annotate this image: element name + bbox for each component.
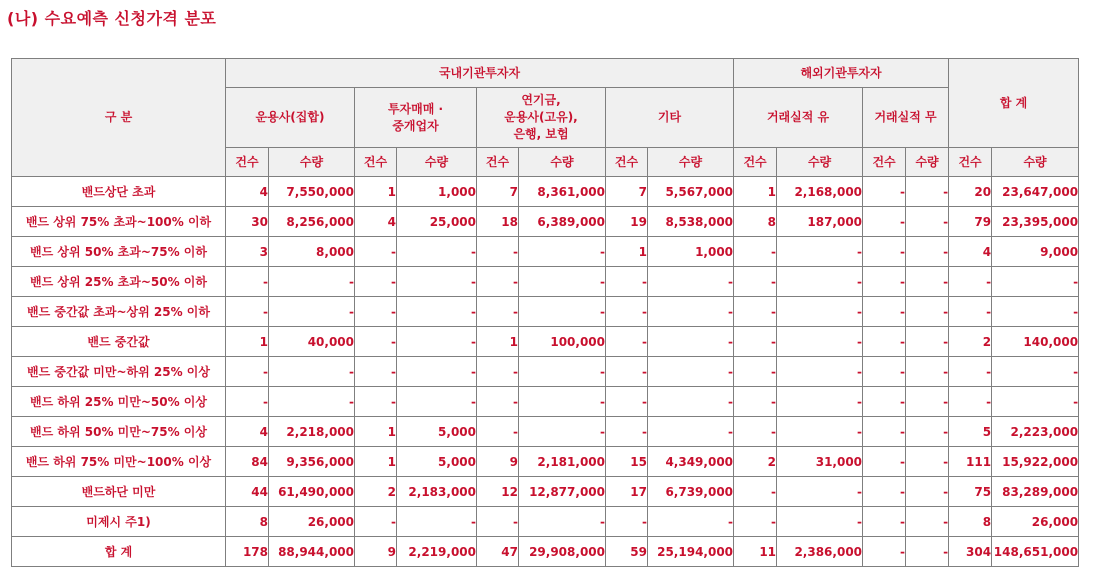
quantity-cell: 1,000	[648, 237, 734, 267]
quantity-cell: -	[777, 267, 863, 297]
quantity-cell: -	[777, 327, 863, 357]
quantity-cell: 6,739,000	[648, 477, 734, 507]
quantity-cell: -	[397, 507, 477, 537]
count-cell: 1	[355, 447, 397, 477]
count-cell: -	[949, 387, 992, 417]
quantity-cell: -	[519, 417, 606, 447]
count-cell: -	[734, 477, 777, 507]
header-without-track-record	[863, 88, 949, 148]
quantity-cell: 2,219,000	[397, 537, 477, 567]
count-cell: 17	[606, 477, 648, 507]
count-cell: -	[949, 297, 992, 327]
count-cell: -	[355, 387, 397, 417]
table-row	[12, 327, 1079, 357]
quantity-cell: 5,567,000	[648, 177, 734, 207]
quantity-cell: -	[269, 297, 355, 327]
count-cell: 7	[606, 177, 648, 207]
count-cell: -	[863, 447, 906, 477]
count-cell: -	[863, 417, 906, 447]
quantity-cell: -	[519, 267, 606, 297]
quantity-cell: -	[906, 177, 949, 207]
quantity-cell: 2,223,000	[992, 417, 1079, 447]
quantity-cell: -	[906, 447, 949, 477]
quantity-cell: -	[777, 507, 863, 537]
quantity-cell: -	[648, 417, 734, 447]
row-label: 미제시 주1)	[12, 507, 226, 537]
header-line: 은행, 보험	[513, 127, 569, 141]
quantity-cell: 1,000	[397, 177, 477, 207]
quantity-cell: -	[906, 357, 949, 387]
header-count: 건수	[477, 148, 519, 177]
count-cell: 75	[949, 477, 992, 507]
quantity-cell: 23,395,000	[992, 207, 1079, 237]
quantity-cell: 9,356,000	[269, 447, 355, 477]
count-cell: -	[226, 357, 269, 387]
quantity-cell: 2,168,000	[777, 177, 863, 207]
quantity-cell: -	[777, 417, 863, 447]
count-cell: 19	[606, 207, 648, 237]
header-line: 연기금,	[521, 93, 561, 107]
count-cell: -	[477, 237, 519, 267]
quantity-cell: -	[648, 507, 734, 537]
count-cell: 8	[226, 507, 269, 537]
quantity-cell: 5,000	[397, 417, 477, 447]
count-cell: -	[863, 267, 906, 297]
quantity-cell: -	[777, 387, 863, 417]
header-with-track-record	[734, 88, 863, 148]
quantity-cell: -	[906, 507, 949, 537]
quantity-cell: -	[648, 357, 734, 387]
header-pension-bank-insurance	[477, 88, 606, 148]
count-cell: -	[863, 387, 906, 417]
quantity-cell: -	[906, 237, 949, 267]
count-cell: -	[863, 177, 906, 207]
header-total: 합 계	[949, 59, 1079, 148]
quantity-cell: 8,256,000	[269, 207, 355, 237]
header-other	[606, 88, 734, 148]
quantity-cell: -	[519, 387, 606, 417]
count-cell: 20	[949, 177, 992, 207]
header-line: 운용사(집합)	[255, 110, 325, 124]
count-cell: 178	[226, 537, 269, 567]
count-cell: -	[734, 267, 777, 297]
count-cell: 111	[949, 447, 992, 477]
row-label: 밴드 상위 75% 초과~100% 이하	[12, 207, 226, 237]
quantity-cell: -	[777, 237, 863, 267]
count-cell: -	[863, 207, 906, 237]
count-cell: -	[606, 417, 648, 447]
count-cell: -	[355, 237, 397, 267]
count-cell: 84	[226, 447, 269, 477]
row-label: 밴드하단 미만	[12, 477, 226, 507]
row-label: 밴드 하위 50% 미만~75% 이상	[12, 417, 226, 447]
quantity-cell: 8,538,000	[648, 207, 734, 237]
quantity-cell: -	[906, 537, 949, 567]
header-line: 중개업자	[392, 118, 439, 133]
count-cell: -	[355, 357, 397, 387]
count-cell: 2	[355, 477, 397, 507]
count-cell: -	[355, 267, 397, 297]
quantity-cell: -	[906, 417, 949, 447]
quantity-cell: -	[519, 357, 606, 387]
quantity-cell: 25,194,000	[648, 537, 734, 567]
quantity-cell: -	[269, 267, 355, 297]
row-label: 밴드 중간값 초과~상위 25% 이하	[12, 297, 226, 327]
quantity-cell: 2,183,000	[397, 477, 477, 507]
quantity-cell: -	[906, 387, 949, 417]
quantity-cell: 8,000	[269, 237, 355, 267]
quantity-cell: -	[906, 477, 949, 507]
count-cell: 12	[477, 477, 519, 507]
quantity-cell: 88,944,000	[269, 537, 355, 567]
count-cell: -	[355, 297, 397, 327]
count-cell: 4	[949, 237, 992, 267]
row-label: 밴드 하위 75% 미만~100% 이상	[12, 447, 226, 477]
count-cell: -	[734, 387, 777, 417]
table-row	[12, 417, 1079, 447]
count-cell: -	[606, 327, 648, 357]
count-cell: -	[226, 267, 269, 297]
count-cell: -	[477, 297, 519, 327]
count-cell: 1	[734, 177, 777, 207]
quantity-cell: -	[397, 357, 477, 387]
quantity-cell: -	[397, 327, 477, 357]
count-cell: 4	[226, 177, 269, 207]
count-cell: -	[949, 267, 992, 297]
count-cell: -	[863, 357, 906, 387]
header-quantity: 수량	[777, 148, 863, 177]
quantity-cell: 26,000	[992, 507, 1079, 537]
header-count: 건수	[355, 148, 397, 177]
count-cell: -	[863, 237, 906, 267]
count-cell: -	[606, 507, 648, 537]
quantity-cell: 31,000	[777, 447, 863, 477]
table-row	[12, 297, 1079, 327]
header-quantity: 수량	[519, 148, 606, 177]
quantity-cell: -	[777, 297, 863, 327]
quantity-cell: -	[648, 297, 734, 327]
quantity-cell: -	[906, 327, 949, 357]
count-cell: -	[734, 297, 777, 327]
count-cell: -	[949, 357, 992, 387]
count-cell: -	[477, 387, 519, 417]
quantity-cell: 26,000	[269, 507, 355, 537]
count-cell: 79	[949, 207, 992, 237]
count-cell: 4	[226, 417, 269, 447]
quantity-cell: 2,181,000	[519, 447, 606, 477]
header-quantity: 수량	[648, 148, 734, 177]
quantity-cell: 9,000	[992, 237, 1079, 267]
count-cell: 7	[477, 177, 519, 207]
count-cell: -	[734, 327, 777, 357]
header-line: 거래실적 무	[874, 110, 937, 124]
count-cell: 2	[734, 447, 777, 477]
table-row	[12, 477, 1079, 507]
count-cell: 9	[355, 537, 397, 567]
table-row	[12, 507, 1079, 537]
count-cell: 9	[477, 447, 519, 477]
quantity-cell: -	[269, 387, 355, 417]
quantity-cell: -	[992, 387, 1079, 417]
quantity-cell: 8,361,000	[519, 177, 606, 207]
count-cell: 15	[606, 447, 648, 477]
quantity-cell: -	[648, 267, 734, 297]
quantity-cell: 40,000	[269, 327, 355, 357]
count-cell: -	[863, 477, 906, 507]
count-cell: -	[606, 357, 648, 387]
header-count: 건수	[949, 148, 992, 177]
quantity-cell: 83,289,000	[992, 477, 1079, 507]
row-label: 밴드 상위 50% 초과~75% 이하	[12, 237, 226, 267]
count-cell: -	[226, 387, 269, 417]
quantity-cell: -	[906, 207, 949, 237]
count-cell: -	[477, 507, 519, 537]
count-cell: 1	[606, 237, 648, 267]
table-row	[12, 387, 1079, 417]
header-asset-manager	[226, 88, 355, 148]
count-cell: -	[477, 417, 519, 447]
quantity-cell: 7,550,000	[269, 177, 355, 207]
count-cell: -	[477, 357, 519, 387]
quantity-cell: -	[648, 387, 734, 417]
quantity-cell: 6,389,000	[519, 207, 606, 237]
quantity-cell: -	[397, 387, 477, 417]
header-category: 구 분	[12, 59, 226, 177]
count-cell: 5	[949, 417, 992, 447]
table-row	[12, 357, 1079, 387]
quantity-cell: 12,877,000	[519, 477, 606, 507]
header-foreign-investors: 해외기관투자자	[734, 59, 949, 88]
quantity-cell: -	[519, 507, 606, 537]
quantity-cell: 148,651,000	[992, 537, 1079, 567]
header-count: 건수	[606, 148, 648, 177]
count-cell: 59	[606, 537, 648, 567]
count-cell: -	[477, 267, 519, 297]
count-cell: -	[734, 507, 777, 537]
quantity-cell: -	[992, 267, 1079, 297]
quantity-cell: 100,000	[519, 327, 606, 357]
header-line: 운용사(고유),	[504, 110, 578, 124]
count-cell: -	[606, 267, 648, 297]
quantity-cell: -	[992, 297, 1079, 327]
quantity-cell: -	[992, 357, 1079, 387]
count-cell: -	[734, 357, 777, 387]
count-cell: 44	[226, 477, 269, 507]
table-row	[12, 207, 1079, 237]
count-cell: -	[863, 297, 906, 327]
count-cell: 1	[355, 177, 397, 207]
count-cell: 4	[355, 207, 397, 237]
count-cell: 1	[226, 327, 269, 357]
header-line: 투자매매 ·	[387, 101, 444, 116]
header-quantity: 수량	[397, 148, 477, 177]
count-cell: -	[606, 297, 648, 327]
quantity-cell: -	[906, 297, 949, 327]
quantity-cell: 15,922,000	[992, 447, 1079, 477]
count-cell: 8	[949, 507, 992, 537]
count-cell: 2	[949, 327, 992, 357]
count-cell: 1	[355, 417, 397, 447]
row-label: 밴드 중간값 미만~하위 25% 이상	[12, 357, 226, 387]
count-cell: -	[355, 327, 397, 357]
header-quantity: 수량	[992, 148, 1079, 177]
row-label: 밴드 상위 25% 초과~50% 이하	[12, 267, 226, 297]
row-label: 합 계	[12, 537, 226, 567]
quantity-cell: -	[519, 297, 606, 327]
count-cell: -	[355, 507, 397, 537]
count-cell: -	[863, 537, 906, 567]
table-row	[12, 447, 1079, 477]
quantity-cell: 4,349,000	[648, 447, 734, 477]
quantity-cell: 2,218,000	[269, 417, 355, 447]
header-line: 기타	[657, 110, 682, 124]
count-cell: -	[734, 237, 777, 267]
quantity-cell: -	[397, 297, 477, 327]
quantity-cell: -	[777, 477, 863, 507]
count-cell: 1	[477, 327, 519, 357]
quantity-cell: 25,000	[397, 207, 477, 237]
section-title: (나) 수요예측 신청가격 분포	[7, 9, 217, 28]
count-cell: -	[863, 507, 906, 537]
row-label: 밴드상단 초과	[12, 177, 226, 207]
quantity-cell: 140,000	[992, 327, 1079, 357]
count-cell: -	[606, 387, 648, 417]
count-cell: 11	[734, 537, 777, 567]
quantity-cell: 61,490,000	[269, 477, 355, 507]
demand-forecast-distribution-table	[11, 58, 1079, 567]
table-row	[12, 537, 1079, 567]
table-row	[12, 267, 1079, 297]
quantity-cell: -	[397, 237, 477, 267]
quantity-cell: -	[777, 357, 863, 387]
count-cell: 8	[734, 207, 777, 237]
count-cell: -	[226, 297, 269, 327]
header-count: 건수	[734, 148, 777, 177]
header-broker-dealer	[355, 88, 477, 148]
quantity-cell: -	[519, 237, 606, 267]
quantity-cell: -	[648, 327, 734, 357]
header-quantity: 수량	[906, 148, 949, 177]
header-quantity: 수량	[269, 148, 355, 177]
header-count: 건수	[863, 148, 906, 177]
count-cell: -	[734, 417, 777, 447]
quantity-cell: 2,386,000	[777, 537, 863, 567]
row-label: 밴드 중간값	[12, 327, 226, 357]
count-cell: 3	[226, 237, 269, 267]
quantity-cell: 5,000	[397, 447, 477, 477]
count-cell: 18	[477, 207, 519, 237]
quantity-cell: -	[397, 267, 477, 297]
count-cell: 30	[226, 207, 269, 237]
count-cell: -	[863, 327, 906, 357]
header-count: 건수	[226, 148, 269, 177]
quantity-cell: -	[906, 267, 949, 297]
header-domestic-investors: 국내기관투자자	[226, 59, 734, 88]
quantity-cell: 23,647,000	[992, 177, 1079, 207]
quantity-cell: -	[269, 357, 355, 387]
table-row	[12, 177, 1079, 207]
count-cell: 304	[949, 537, 992, 567]
count-cell: 47	[477, 537, 519, 567]
table-row	[12, 237, 1079, 267]
quantity-cell: 29,908,000	[519, 537, 606, 567]
quantity-cell: 187,000	[777, 207, 863, 237]
row-label: 밴드 하위 25% 미만~50% 이상	[12, 387, 226, 417]
header-line: 거래실적 유	[766, 110, 830, 124]
